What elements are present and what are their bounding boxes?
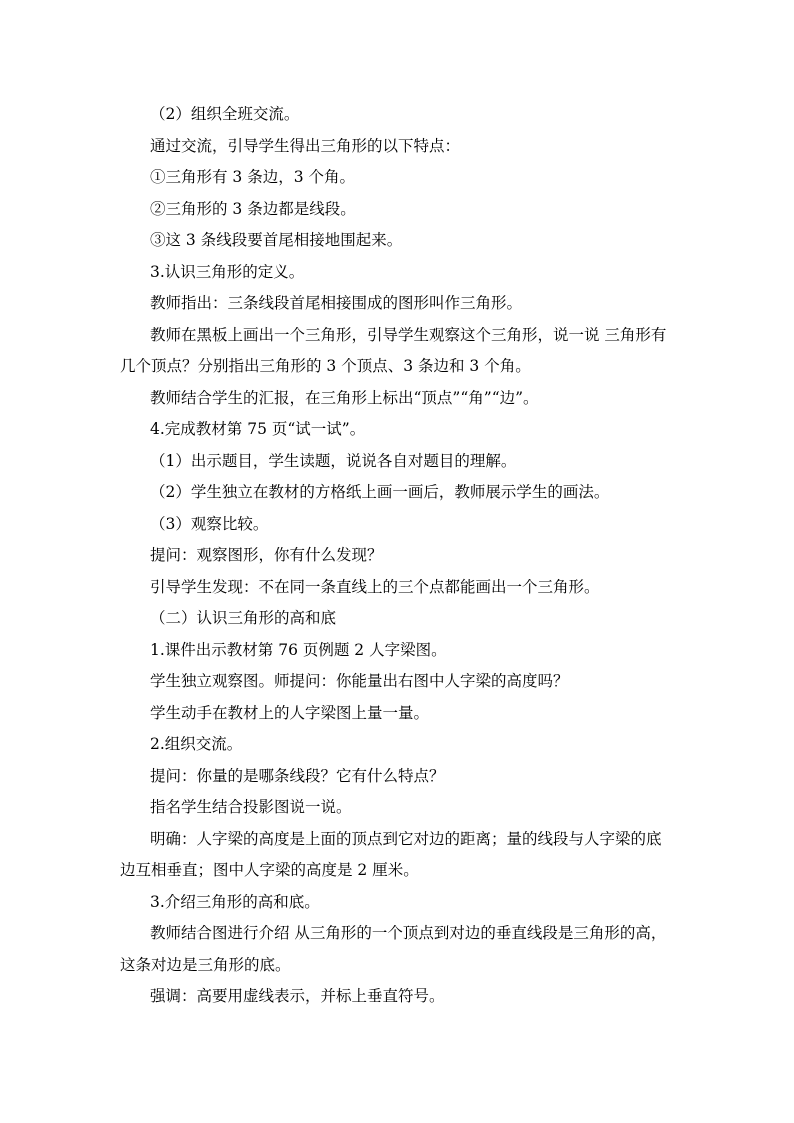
paragraph: 教师结合学生的汇报，在三角形上标出“顶点”“角”“边”。 — [150, 388, 539, 407]
paragraph: 学生动手在教材上的人字梁图上量一量。 — [150, 703, 430, 722]
paragraph: ①三角形有 3 条边，3 个角。 — [150, 168, 356, 186]
paragraph: （2）组织全班交流。 — [150, 105, 300, 123]
paragraph: 教师指出：三条线段首尾相接围成的图形叫作三角形。 — [150, 294, 523, 312]
paragraph: 教师结合图进行介绍 从三角形的一个顶点到对边的垂直线段是三角形的高，这条对边是三角形的底。 — [120, 924, 667, 974]
paragraph: （3）观察比较。 — [150, 514, 269, 533]
paragraph: （2）学生独立在教材的方格纸上画一画后，教师展示学生的画法。 — [150, 483, 610, 501]
paragraph: 提问：你量的是哪条线段？它有什么特点？ — [150, 766, 445, 785]
paragraph: 1.课件出示教材第 76 页例题 2 人字梁图。 — [150, 640, 447, 659]
paragraph: 指名学生结合投影图说一说。 — [150, 798, 352, 816]
paragraph: 强调：高要用虚线表示，并标上垂直符号。 — [150, 987, 445, 1005]
paragraph: ③这 3 条线段要首尾相接地围起来。 — [150, 231, 403, 249]
paragraph: 引导学生发现：不在同一条直线上的三个点都能画出一个三角形。 — [150, 577, 600, 596]
paragraph: （1）出示题目，学生读题，说说各自对题目的理解。 — [150, 451, 517, 470]
section-heading: 3.认识三角形的定义。 — [150, 262, 305, 281]
section-heading: 3.介绍三角形的高和底。 — [150, 892, 320, 911]
section-heading: 2.组织交流。 — [150, 735, 243, 753]
paragraph: ②三角形的 3 条边都是线段。 — [150, 199, 356, 218]
document-body — [120, 99, 672, 1013]
paragraph: 学生独立观察图。师提问：你能量出右图中人字梁的高度吗？ — [150, 672, 569, 690]
section-heading: （二）认识三角形的高和底 — [150, 609, 337, 627]
paragraph: 教师在黑板上画出一个三角形，引导学生观察这个三角形，说一说 三角形有几个顶点？分别指出三角形的 3 个顶点、3 条边和 3 个角。 — [120, 325, 667, 375]
paragraph: 提问：观察图形，你有什么发现？ — [150, 546, 383, 564]
section-heading: 4.完成教材第 75 页“试一试”。 — [150, 420, 366, 438]
paragraph: 通过交流，引导学生得出三角形的以下特点： — [150, 136, 461, 155]
paragraph: 明确：人字梁的高度是上面的顶点到它对边的距离；量的线段与人字梁的底边互相垂直；图中人字梁的高度是 2 厘米。 — [120, 829, 662, 879]
